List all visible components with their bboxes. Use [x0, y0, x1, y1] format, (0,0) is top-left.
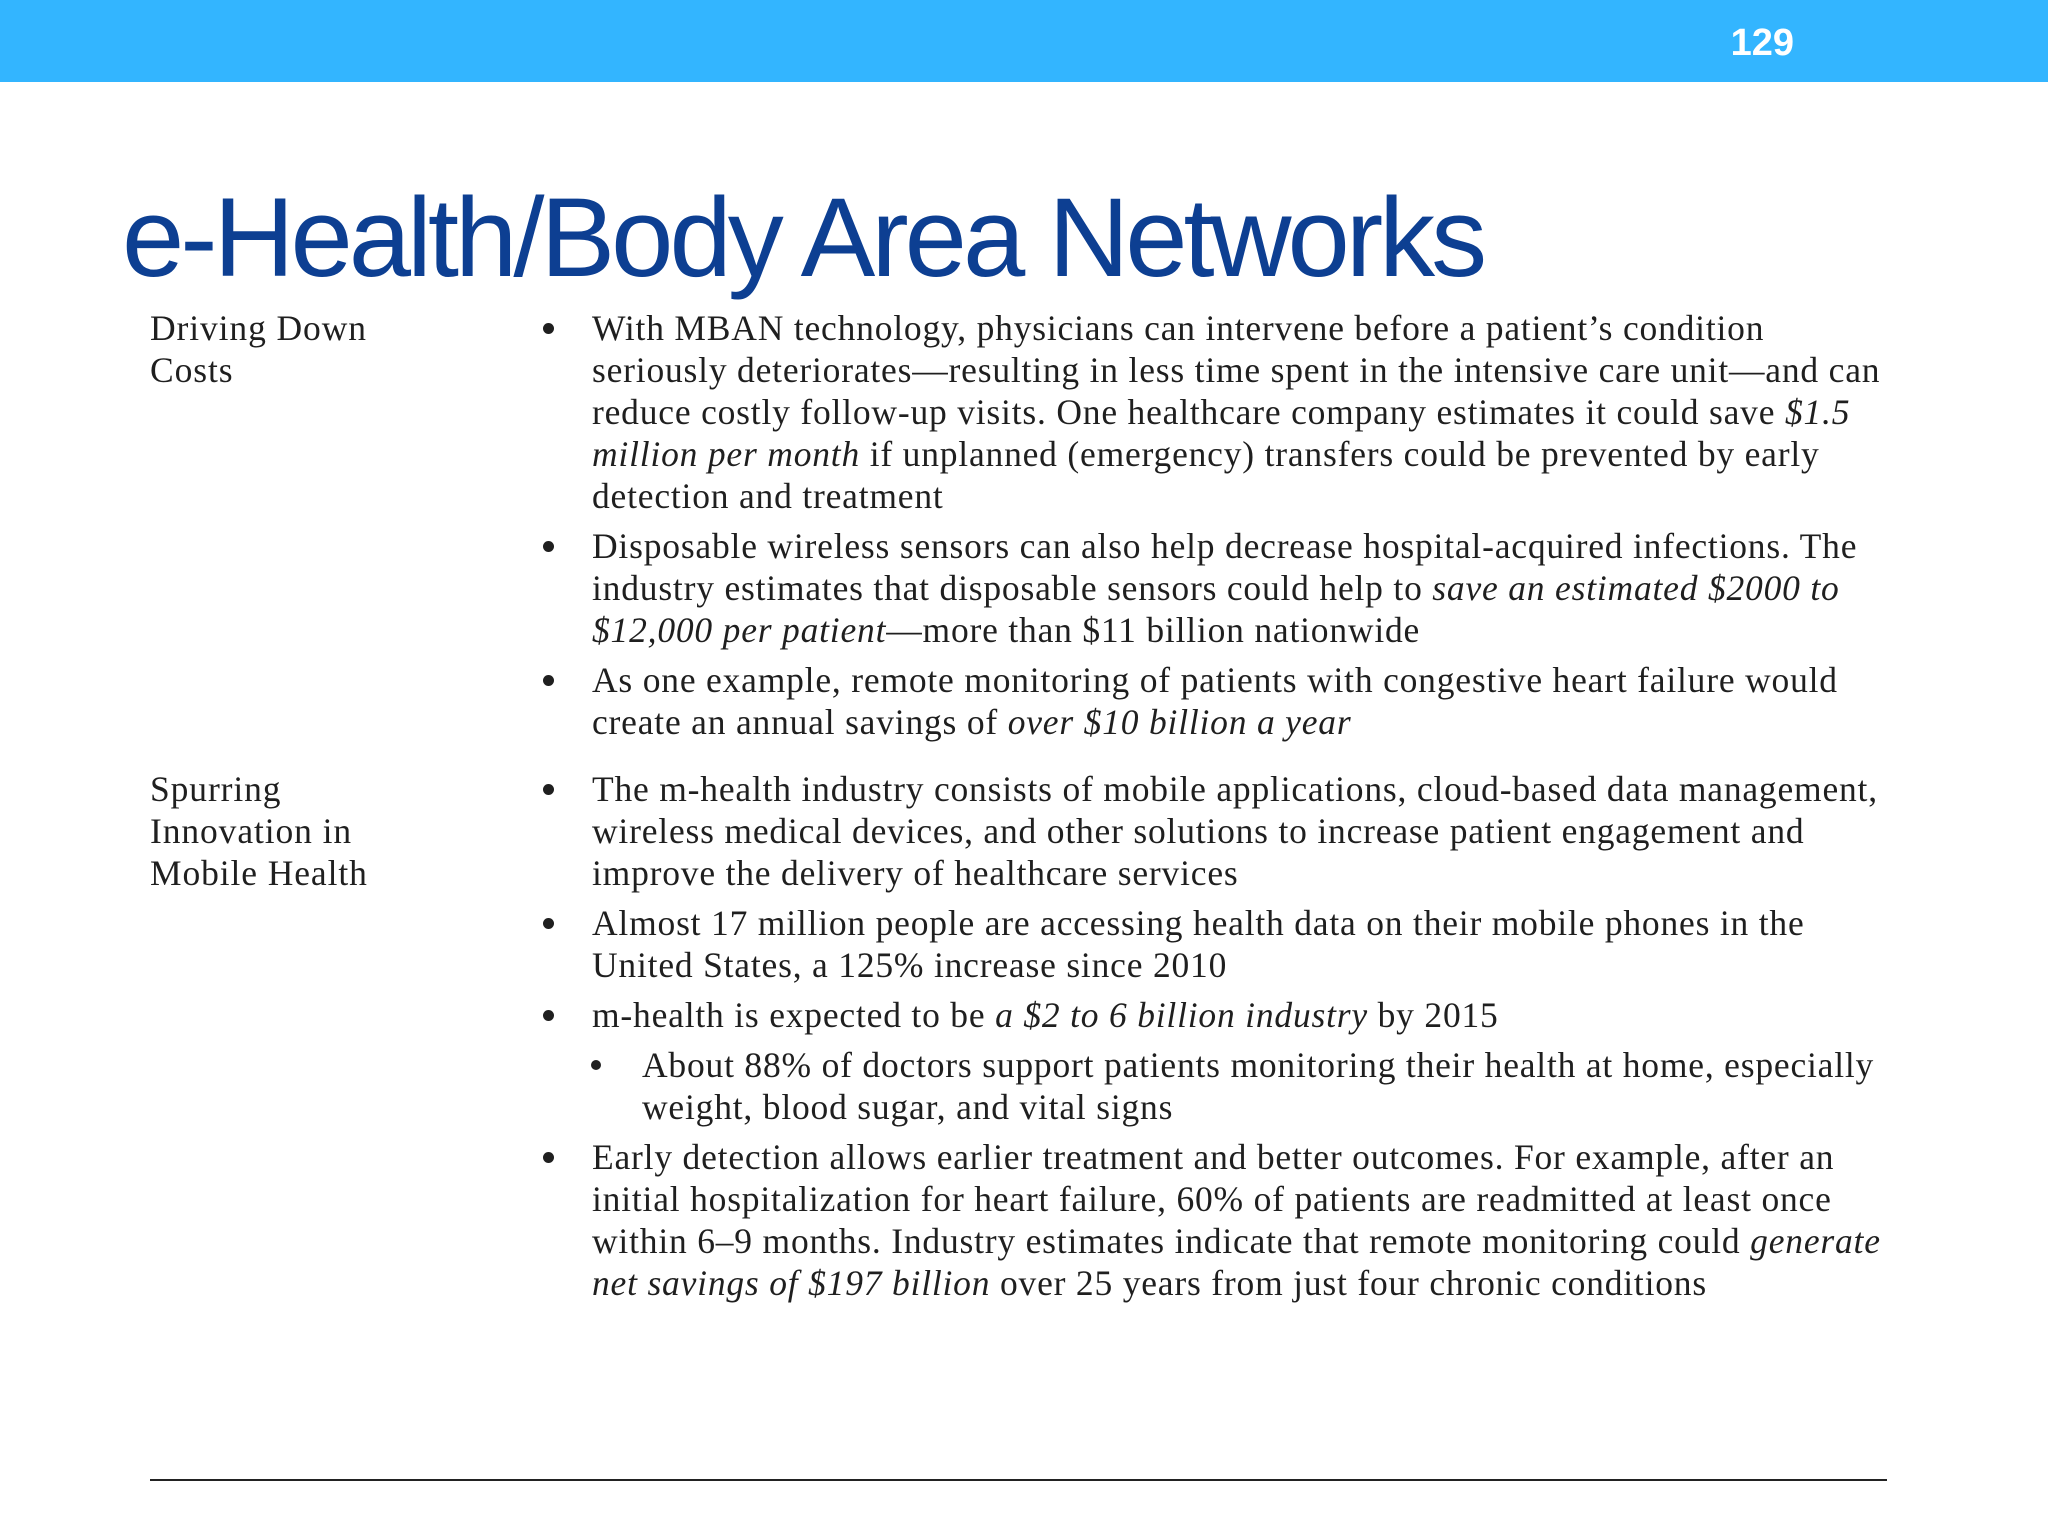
bullet-text: m-health is expected to be	[592, 995, 996, 1035]
slide-title: e-Health/Body Area Networks	[122, 175, 1484, 300]
section-label-line: Spurring	[150, 769, 282, 809]
list-item	[540, 1136, 1890, 1304]
section-label-line: Mobile Health	[150, 853, 368, 893]
page-number: 129	[1730, 22, 1794, 64]
bullet-emphasis: save an estimated $2000 to $12,000 per patient	[592, 568, 1840, 650]
bullet-emphasis: generate net savings of $197 billion	[592, 1221, 1881, 1303]
bullet-text: —more than $11 billion nationwide	[886, 610, 1421, 650]
bullet-text: Disposable wireless sensors can also help decrease hospital-acquired infections. The industry estimates that disposable sensors could help to	[592, 526, 1858, 608]
bullet-text: by 2015	[1367, 995, 1499, 1035]
section-label-line: Costs	[150, 350, 234, 390]
section-mobile-health	[150, 768, 1890, 1312]
section-label-line: Innovation in	[150, 811, 352, 851]
bottom-rule	[150, 1479, 1887, 1481]
bullet-list	[540, 768, 1890, 1312]
list-item	[540, 307, 1890, 517]
section-driving-down-costs	[150, 307, 1890, 751]
bullet-text: As one example, remote monitoring of patients with congestive heart failure would create an annual savings of	[592, 660, 1838, 742]
bullet-emphasis: a $2 to 6 billion industry	[995, 995, 1368, 1035]
list-item	[540, 525, 1890, 651]
bullet-text: Early detection allows earlier treatment and better outcomes. For example, after an initial hospitalization for heart failure, 60% of patients are readmitted at least once within 6–9 months. Industry estimates indicate that remote monitoring could	[592, 1137, 1835, 1261]
list-item	[540, 768, 1890, 894]
sub-list-item	[540, 1044, 1890, 1128]
bullet-text: if unplanned (emergency) transfers could be prevented by early detection and treatment	[592, 434, 1820, 516]
bullet-emphasis: over $10 billion a year	[1007, 702, 1352, 742]
section-label-line: Driving Down	[150, 308, 367, 348]
header-bar	[0, 0, 2048, 82]
bullet-text: Almost 17 million people are accessing health data on their mobile phones in the United States, a 125% increase since 2010	[592, 903, 1805, 985]
section-label	[150, 307, 540, 751]
bullet-list	[540, 307, 1890, 751]
list-item	[540, 994, 1890, 1036]
bullet-text: over 25 years from just four chronic conditions	[990, 1263, 1707, 1303]
section-label	[150, 768, 540, 1312]
list-item	[540, 902, 1890, 986]
bullet-emphasis: $1.5 million per month	[592, 392, 1851, 474]
content-table	[150, 307, 1890, 1329]
list-item	[540, 659, 1890, 743]
bullet-text: About 88% of doctors support patients monitoring their health at home, especially weight, blood sugar, and vital signs	[642, 1045, 1875, 1127]
bullet-text: With MBAN technology, physicians can intervene before a patient’s condition seriously deteriorates—resulting in less time spent in the intensive care unit—and can reduce costly follow-up visits. One healthcare company estimates it could save	[592, 308, 1881, 432]
bullet-text: The m-health industry consists of mobile applications, cloud-based data management, wireless medical devices, and other solutions to increase patient engagement and improve the delivery of healthcare services	[592, 769, 1878, 893]
